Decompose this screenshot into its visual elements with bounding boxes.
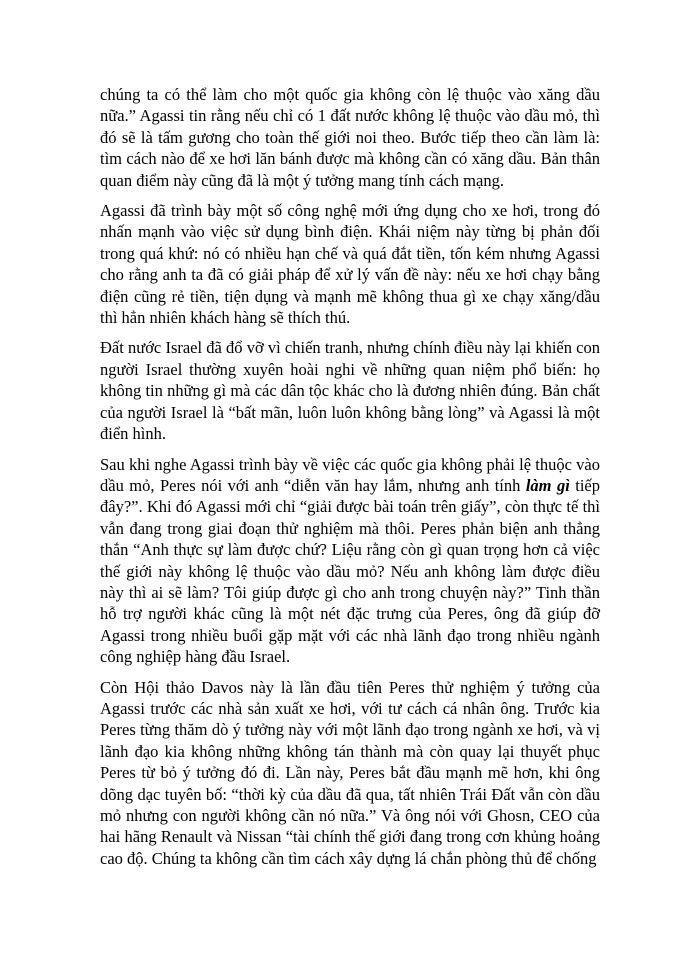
paragraph-5: Còn Hội thảo Davos này là lần đầu tiên Peres thử nghiệm ý tưởng của Agassi trước các nhà sản xuất xe hơi, với tư cách cá nhân ông. Trước kia Peres từng thăm dò ý tưởng này với một lãnh đạo trong ngành xe hơi, và vị lãnh đạo kia không những không tán thành mà còn quay lại thuyết phục Peres từ bỏ ý tưởng đó đi. Lần này, Peres bắt đầu mạnh mẽ hơn, khi ông dõng dạc tuyên bố: “thời kỳ của dầu đã qua, tất nhiên Trái Đất vẫn còn dầu mỏ nhưng con người không cần nó nữa.” Và ông nói với Ghosn, CEO của hai hãng Renault và Nissan “tài chính thế giới đang trong cơn khủng hoảng cao độ. Chúng ta không cần tìm cách xây dựng lá chắn phòng thủ để chống <box>100 677 600 868</box>
paragraph-4-bold-italic-phrase: làm gì <box>525 475 570 495</box>
paragraph-2: Agassi đã trình bày một số công nghệ mới ứng dụng cho xe hơi, trong đó nhấn mạnh vào việc sử dụng bình điện. Khái niệm này từng bị phản đối trong quá khứ: nó có nhiều hạn chế và quá đắt tiền, tốn kém nhưng Agassi cho rằng anh ta đã có giải pháp để xử lý vấn đề này: nếu xe hơi chạy bằng điện cũng rẻ tiền, tiện dụng và mạnh mẽ không thua gì xe chạy xăng/dầu thì hẳn nhiên khách hàng sẽ thích thú. <box>100 201 600 328</box>
paragraph-1: chúng ta có thể làm cho một quốc gia không còn lệ thuộc vào xăng dầu nữa.” Agassi tin rằng nếu chỉ có 1 đất nước không lệ thuộc vào dầu mỏ, thì đó sẽ là tấm gương cho toàn thế giới noi theo. Bước tiếp theo cần làm là: tìm cách nào để xe hơi lăn bánh được mà không cần có xăng dầu. Bản thân quan điểm này cũng đã là một ý tưởng mang tính cách mạng. <box>100 85 600 190</box>
paragraph-4 <box>100 454 600 668</box>
paragraph-3: Đất nước Israel đã đổ vỡ vì chiến tranh, nhưng chính điều này lại khiến con người Israel thường xuyên hoài nghi về những quan niệm phổ biến: họ không tin những gì mà các dân tộc khác cho là đương nhiên đúng. Bản chất của người Israel là “bất mãn, luôn luôn không bằng lòng” và Agassi là một điển hình. <box>100 338 600 444</box>
paragraph-4-text-before: Sau khi nghe Agassi trình bày về việc các quốc gia không phải lệ thuộc vào dầu mỏ, Peres nói với anh “diễn văn hay lắm, nhưng anh tính <box>100 454 600 495</box>
paragraph-4-text-after: tiếp đây?”. Khi đó Agassi mới chỉ “giải được bài toán trên giấy”, còn thực tế thì vẫn đang trong giai đoạn thử nghiệm mà thôi. Peres phản biện anh thẳng thắn “Anh thực sự làm được chứ? Liệu rằng còn gì quan trọng hơn cả việc thế giới này không lệ thuộc vào dầu mỏ? Nếu anh không làm được điều này thì ai sẽ làm? Tôi giúp được gì cho anh trong chuyện này?” Tinh thần hỗ trợ người khác cũng là một nét đặc trưng của Peres, ông đã giúp đỡ Agassi trong nhiều buổi gặp mặt với các nhà lãnh đạo trong nhiều ngành công nghiệp hàng đầu Israel. <box>100 475 600 667</box>
